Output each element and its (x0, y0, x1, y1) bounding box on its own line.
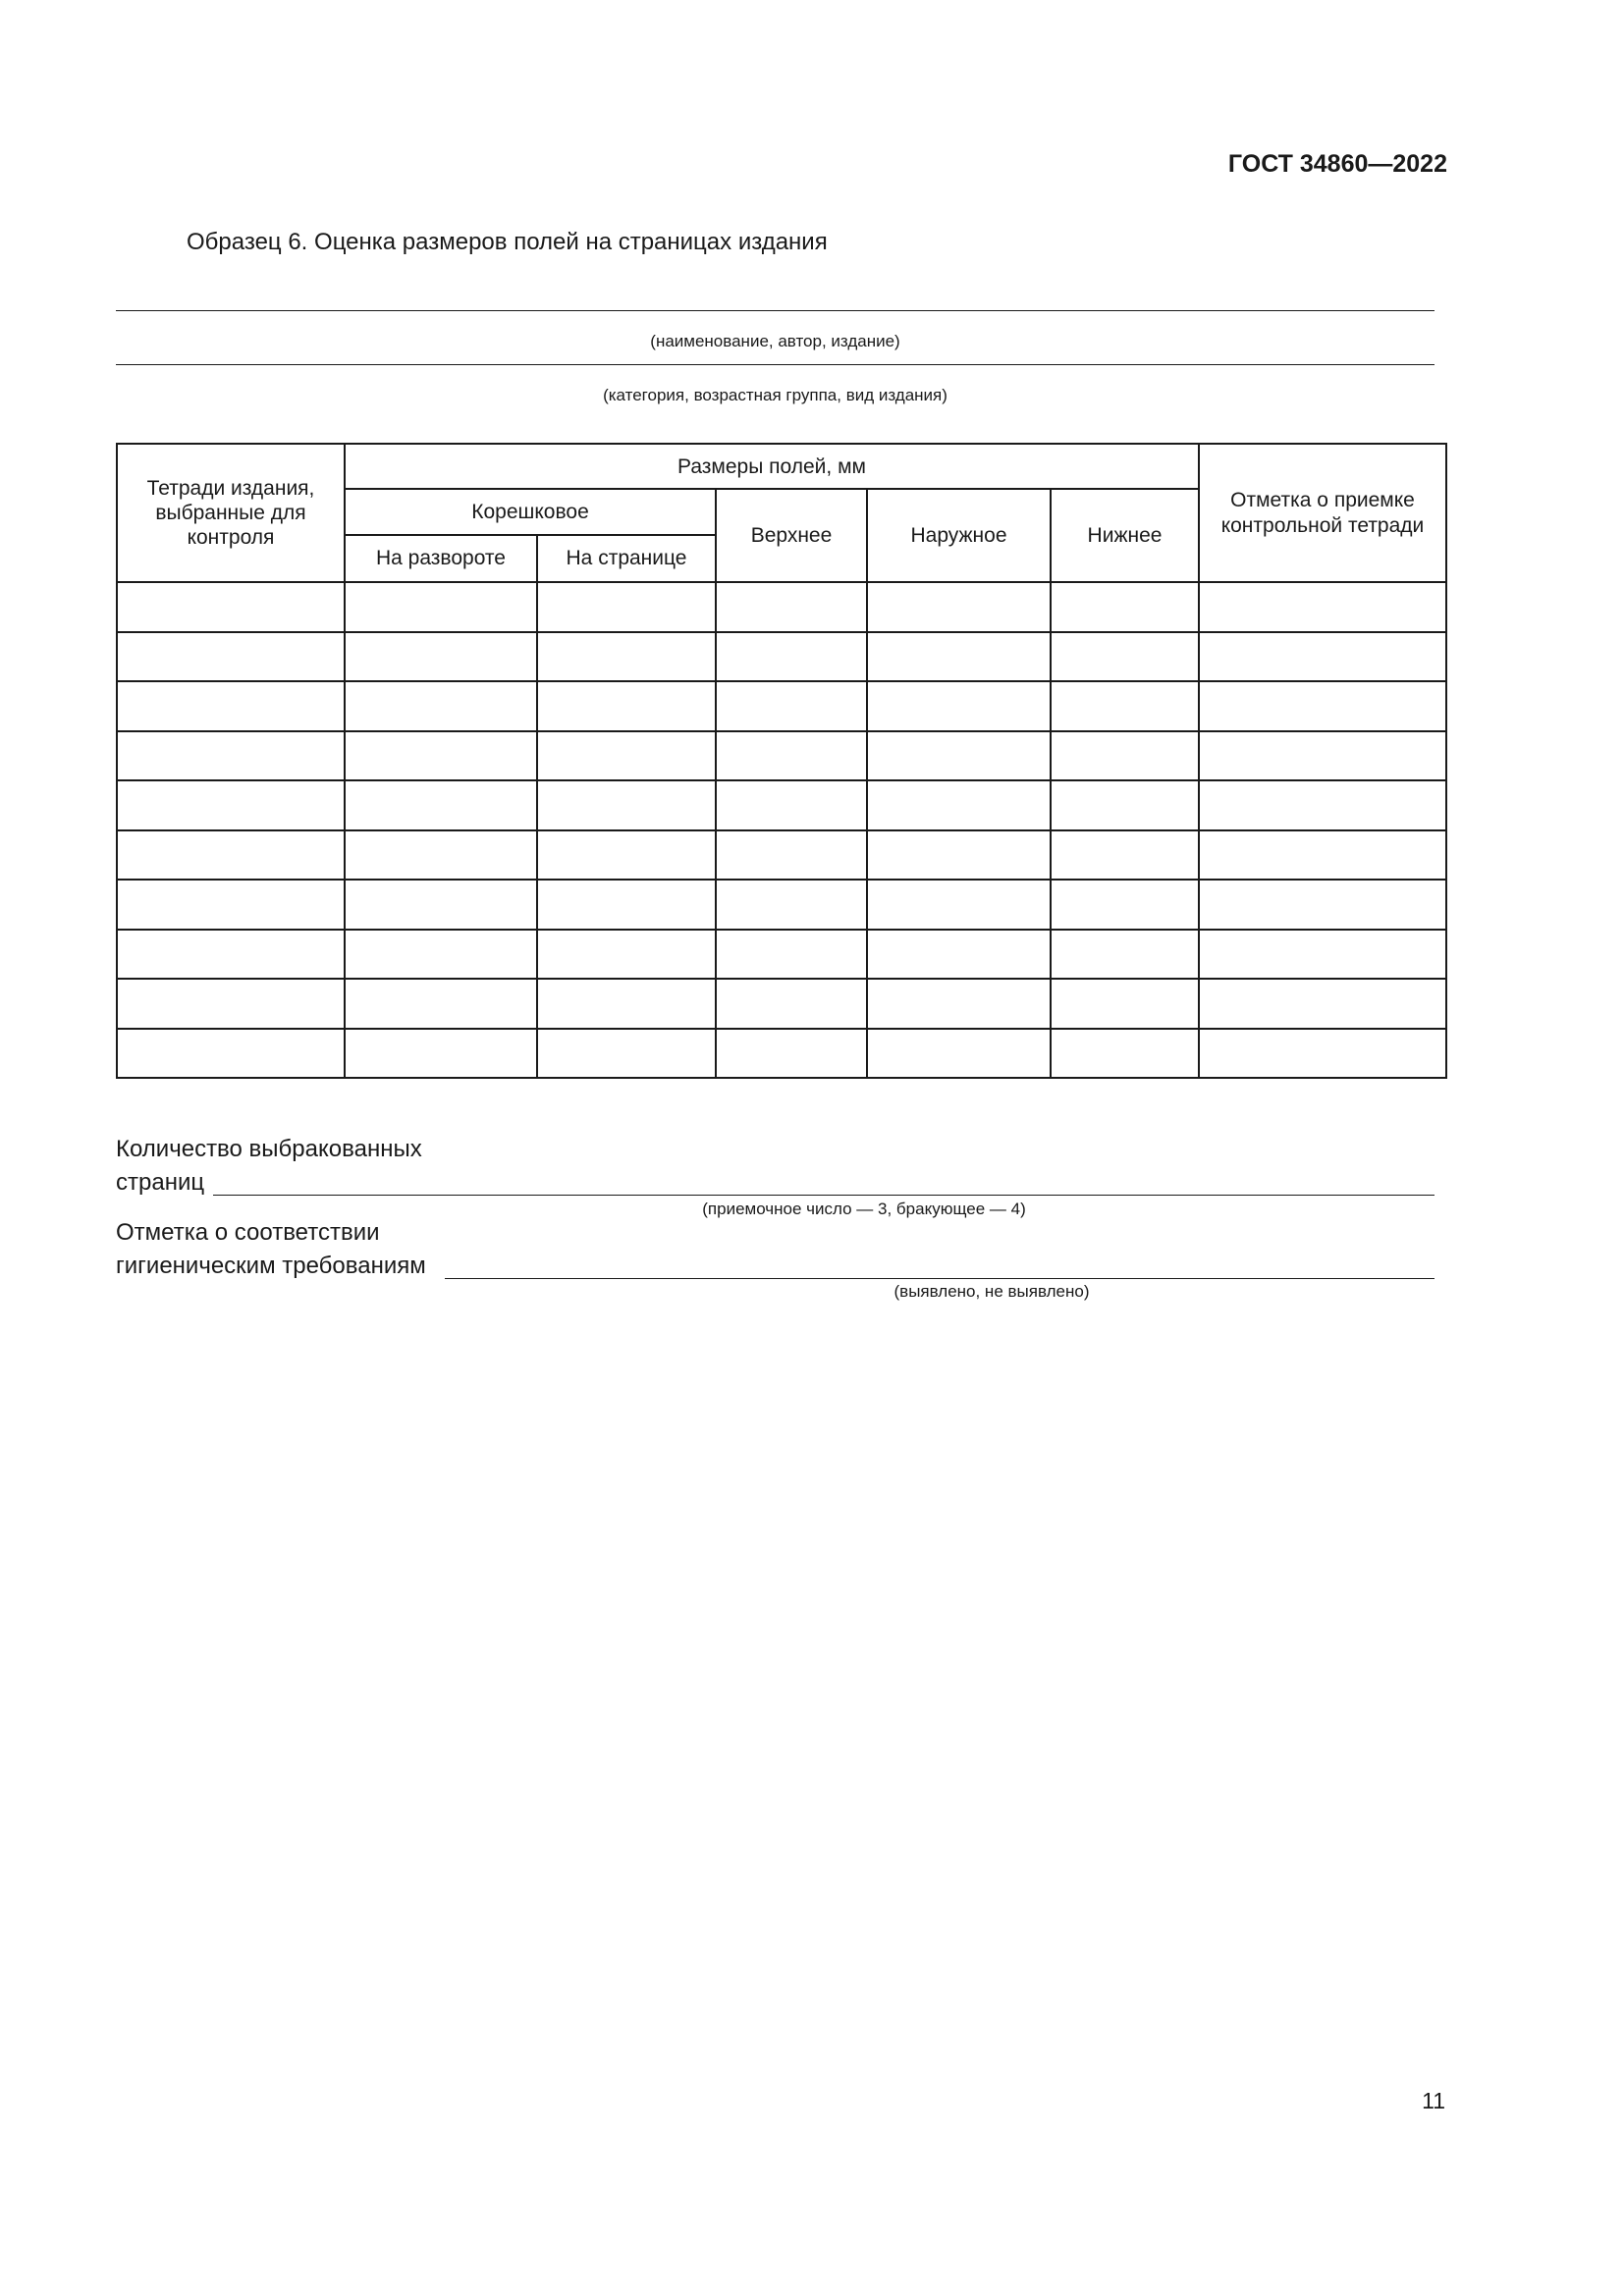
hygiene-label-line2: гигиеническим требованиям (116, 1253, 426, 1279)
standard-number: ГОСТ 34860—2022 (1227, 150, 1447, 178)
table-row (117, 880, 1446, 929)
publication-category-field[interactable] (116, 364, 1435, 365)
publication-name-hint: (наименование, автор, издание) (650, 332, 900, 350)
publication-category-hint: (категория, возрастная группа, вид издания) (603, 386, 947, 404)
rejected-pages-label-line2: страниц (116, 1169, 205, 1196)
table-cell[interactable] (867, 1029, 1051, 1079)
header-notebooks: Тетради издания, выбранные для контроля (117, 444, 345, 582)
table-row (117, 780, 1446, 829)
table-cell[interactable] (1051, 830, 1199, 880)
table-cell[interactable] (867, 930, 1051, 979)
table-cell[interactable] (716, 1029, 867, 1079)
table-cell[interactable] (537, 582, 716, 631)
table-cell[interactable] (1051, 930, 1199, 979)
table-cell[interactable] (1199, 880, 1446, 929)
table-cell[interactable] (1199, 681, 1446, 730)
table-cell[interactable] (345, 830, 537, 880)
table-cell[interactable] (117, 830, 345, 880)
header-acceptance-mark: Отметка о приемке контрольной тетради (1199, 444, 1446, 582)
table-cell[interactable] (716, 780, 867, 829)
table-row (117, 681, 1446, 730)
margins-table (116, 443, 1447, 1079)
header-spine-page: На странице (537, 535, 716, 582)
header-spine-spread: На развороте (345, 535, 537, 582)
hygiene-hint: (выявлено, не выявлено) (893, 1282, 1090, 1301)
table-cell[interactable] (1199, 780, 1446, 829)
table-cell[interactable] (345, 930, 537, 979)
table-cell[interactable] (117, 582, 345, 631)
table-cell[interactable] (537, 1029, 716, 1079)
hygiene-field[interactable] (445, 1251, 1435, 1279)
table-cell[interactable] (1199, 1029, 1446, 1079)
table-row (117, 1029, 1446, 1079)
sample-title: Образец 6. Оценка размеров полей на страницах издания (187, 229, 828, 255)
table-cell[interactable] (345, 979, 537, 1028)
table-cell[interactable] (1199, 632, 1446, 681)
table-cell[interactable] (1051, 582, 1199, 631)
table-cell[interactable] (537, 731, 716, 780)
table-cell[interactable] (1199, 731, 1446, 780)
table-cell[interactable] (867, 830, 1051, 880)
table-cell[interactable] (345, 632, 537, 681)
table-cell[interactable] (1051, 780, 1199, 829)
header-bottom-margin: Нижнее (1051, 489, 1199, 582)
table-cell[interactable] (867, 880, 1051, 929)
table-cell[interactable] (117, 780, 345, 829)
publication-name-field[interactable] (116, 310, 1435, 311)
table-cell[interactable] (345, 880, 537, 929)
table-cell[interactable] (867, 979, 1051, 1028)
table-cell[interactable] (867, 731, 1051, 780)
table-cell[interactable] (345, 780, 537, 829)
table-cell[interactable] (1051, 731, 1199, 780)
table-cell[interactable] (867, 582, 1051, 631)
rejected-pages-field[interactable] (213, 1167, 1435, 1196)
table-cell[interactable] (345, 582, 537, 631)
table-cell[interactable] (1051, 979, 1199, 1028)
table-cell[interactable] (1051, 880, 1199, 929)
hygiene-label-line1: Отметка о соответствии (116, 1219, 380, 1246)
table-cell[interactable] (537, 681, 716, 730)
page-number: 11 (1422, 2088, 1445, 2113)
table-cell[interactable] (537, 632, 716, 681)
table-cell[interactable] (345, 681, 537, 730)
rejected-pages-label-line1: Количество выбракованных (116, 1136, 422, 1162)
table-cell[interactable] (1199, 930, 1446, 979)
table-cell[interactable] (1199, 979, 1446, 1028)
table-cell[interactable] (537, 930, 716, 979)
header-spine-margin: Корешковое (345, 489, 716, 534)
table-cell[interactable] (867, 632, 1051, 681)
table-cell[interactable] (117, 930, 345, 979)
header-outer-margin: Наружное (867, 489, 1051, 582)
table-cell[interactable] (117, 1029, 345, 1079)
table-cell[interactable] (716, 830, 867, 880)
table-cell[interactable] (537, 979, 716, 1028)
table-row (117, 731, 1446, 780)
table-cell[interactable] (117, 880, 345, 929)
table-cell[interactable] (1051, 1029, 1199, 1079)
table-cell[interactable] (345, 1029, 537, 1079)
table-cell[interactable] (117, 681, 345, 730)
table-cell[interactable] (1199, 830, 1446, 880)
table-cell[interactable] (117, 979, 345, 1028)
table-row (117, 582, 1446, 631)
table-cell[interactable] (867, 681, 1051, 730)
table-cell[interactable] (716, 582, 867, 631)
table-cell[interactable] (537, 830, 716, 880)
table-cell[interactable] (716, 930, 867, 979)
header-top-margin: Верхнее (716, 489, 867, 582)
table-cell[interactable] (537, 880, 716, 929)
table-row (117, 979, 1446, 1028)
table-cell[interactable] (345, 731, 537, 780)
table-cell[interactable] (716, 731, 867, 780)
table-cell[interactable] (117, 731, 345, 780)
table-cell[interactable] (716, 979, 867, 1028)
table-cell[interactable] (1199, 582, 1446, 631)
table-cell[interactable] (1051, 681, 1199, 730)
table-row (117, 632, 1446, 681)
table-cell[interactable] (1051, 632, 1199, 681)
header-margin-sizes: Размеры полей, мм (345, 444, 1199, 489)
table-cell[interactable] (867, 780, 1051, 829)
table-cell[interactable] (117, 632, 345, 681)
table-cell[interactable] (716, 880, 867, 929)
table-row (117, 830, 1446, 880)
table-cell[interactable] (716, 681, 867, 730)
table-cell[interactable] (716, 632, 867, 681)
table-cell[interactable] (537, 780, 716, 829)
table-row (117, 930, 1446, 979)
rejected-pages-hint: (приемочное число — 3, бракующее — 4) (702, 1200, 1026, 1218)
